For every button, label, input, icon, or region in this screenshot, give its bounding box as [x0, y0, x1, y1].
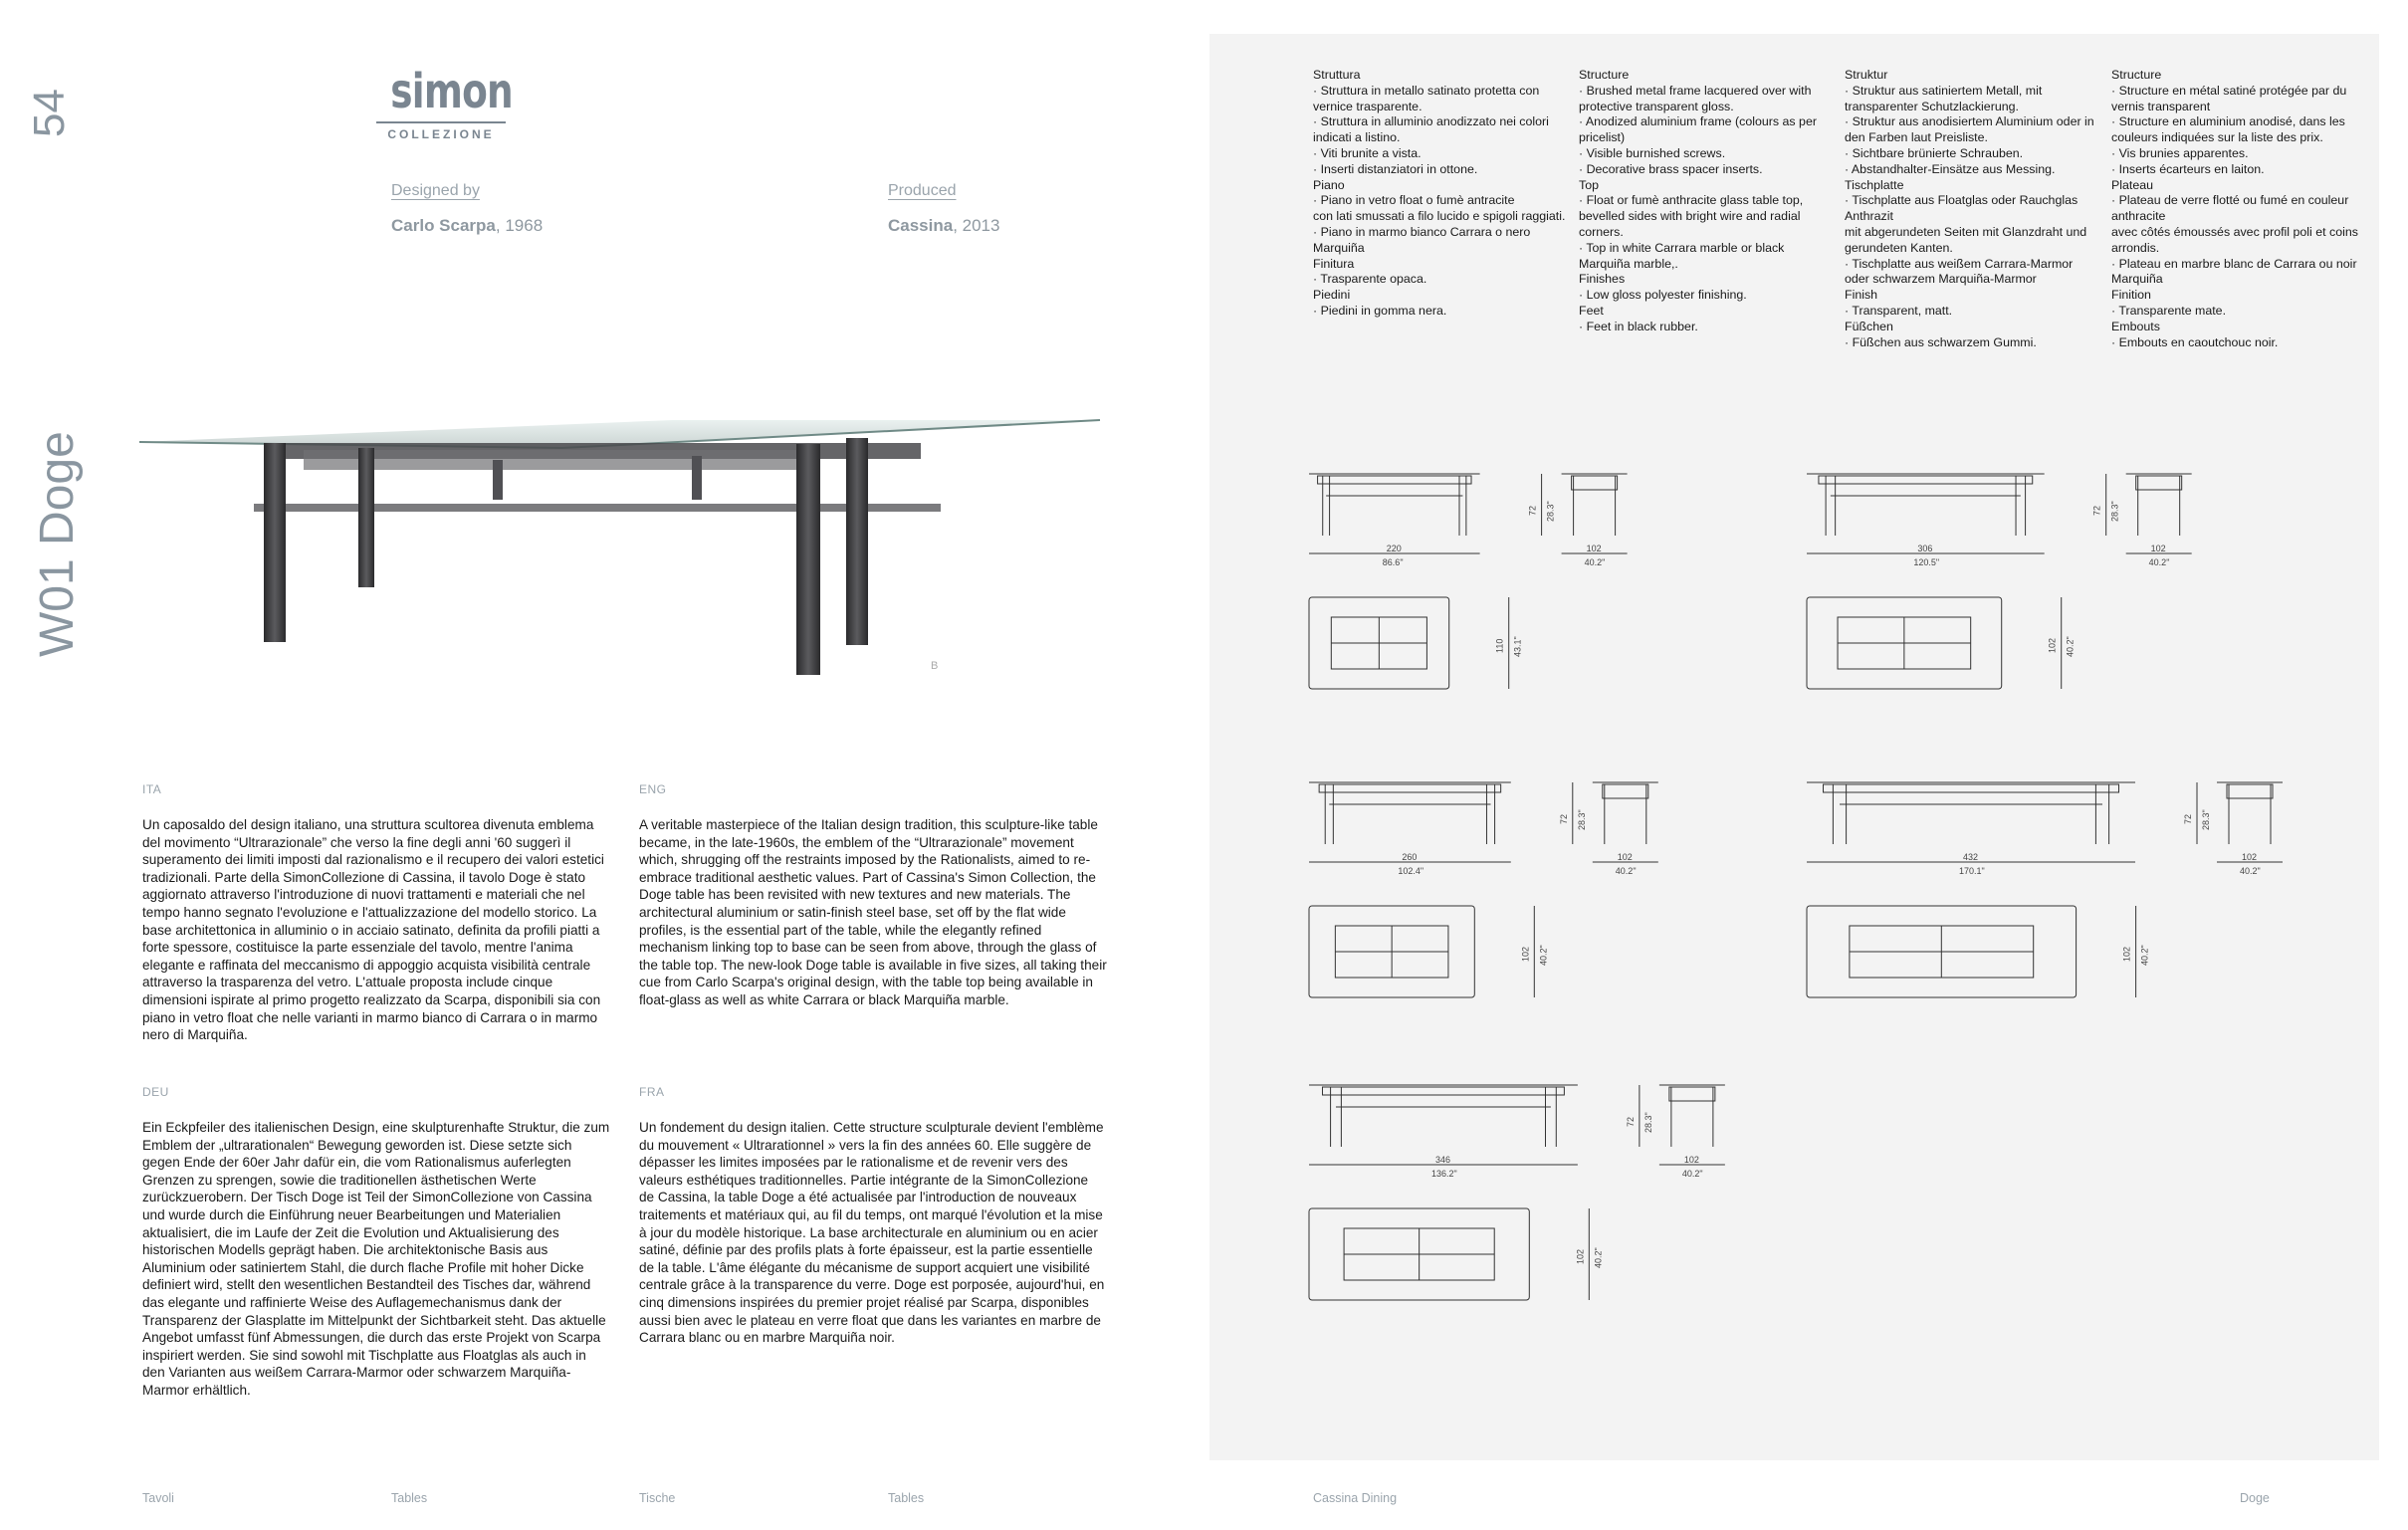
- length-in-label: 120.5": [1913, 557, 1940, 567]
- image-caption-mark: B: [931, 660, 939, 672]
- produced-year: , 2013: [953, 216, 1000, 235]
- plan-depth-cm-label: 102: [1575, 1248, 1586, 1264]
- length-in-label: 102.4": [1398, 866, 1424, 876]
- height-in-label: 28.3": [1576, 809, 1587, 830]
- height-cm-label: 72: [1558, 813, 1569, 824]
- producer-name: Cassina: [888, 216, 954, 235]
- elevation-frame: [1318, 476, 1471, 484]
- fra-label: FRA: [639, 1085, 665, 1099]
- deu-label: DEU: [142, 1085, 169, 1099]
- plan-depth-in-label: 40.2": [2139, 945, 2150, 966]
- side-frame: [1603, 784, 1648, 798]
- produced-label: Produced: [888, 182, 957, 199]
- table-photo: [134, 398, 1110, 727]
- drawing-260: [1309, 780, 1638, 1049]
- depth-cm-label: 102: [1683, 1155, 1699, 1165]
- spec-deu: Struktur · Struktur aus satiniertem Metall, mit transparenter Schutzlackierung. · Struktur aus anodisiertem Aluminium oder in den Farben laut Preisliste. · Sichtbare brünierte Schrauben. · Abstandhalter-Einsätze aus Messing. Tischplatte · Tischplatte aus Floatglas oder Rauchglas Anthrazit mit abgerundeten Seiten mit Glanzdraht und gerundeten Kanten. · Tischplatte aus weißem Carrara-Marmor oder schwarzem Marquiña-Marmor Finish · Transparent, matt. Füßchen · Füßchen aus schwarzem Gummi.: [1845, 68, 2094, 349]
- technical-panel: [1209, 34, 2379, 1460]
- length-in-label: 86.6": [1382, 557, 1404, 567]
- height-in-label: 28.3": [2109, 501, 2120, 522]
- leg-front-left: [264, 443, 286, 642]
- drawing-346: [1309, 1083, 1703, 1352]
- length-in-label: 136.2": [1430, 1169, 1457, 1179]
- length-cm-label: 260: [1402, 852, 1418, 862]
- footer-tables-fr: Tables: [888, 1491, 925, 1505]
- elevation-frame: [1319, 784, 1501, 792]
- drawing-306: [1807, 472, 2205, 741]
- logo-brand: simon: [390, 64, 513, 119]
- leg-back-left: [358, 448, 374, 587]
- plan-depth-cm-label: 102: [1520, 946, 1531, 962]
- designer-name: Carlo Scarpa: [391, 216, 496, 235]
- depth-in-label: 40.2": [2148, 557, 2170, 567]
- height-in-label: 28.3": [1545, 501, 1556, 522]
- plan-depth-in-label: 40.2": [2065, 636, 2076, 657]
- footer-product: Doge: [2240, 1491, 2270, 1505]
- logo-rule: [376, 121, 506, 123]
- plan-depth-in-label: 43.1": [1512, 636, 1523, 657]
- spec-fra: Structure · Structure en métal satiné protégée par du vernis transparent · Structure en aluminium anodisé, dans les couleurs indiquées sur la liste des prix. · Vis brunies apparentes. · Inserts écarteurs en laiton. Plateau · Plateau de verre flotté ou fumé en couleur anthracite avec côtés émoussés avec profil poli et coins arrondis. · Plateau en marbre blanc de Carrara ou noir Marquiña Finition · Transparente mate. Embouts · Embouts en caoutchouc noir.: [2111, 68, 2358, 349]
- plan-depth-cm-label: 110: [1494, 638, 1505, 653]
- elevation-frame: [1819, 476, 2033, 484]
- fra-text: Un fondement du design italien. Cette structure sculpturale devient l'emblème du mouvement « Ultrarationnel » vers la fin des années 60. Elle suggère de dépasser les limites imposées par le rationalisme et de revenir vers des valeurs esthétiques traditionnelles. Partie intégrante de la SimonCollezione de Cassina, la table Doge a été actualisée par l'introduction de nouveaux traitements et matériaux qui, au fil du temps, ont marqué l'évolution et la mise à jour du modèle historique. La base architecturale en aluminium ou en acier satiné, définie par des profils plats à forte épaisseur, est la partie essentielle de la table. L'âme élégante du mécanisme de support acquiert une visibilité centrale grâce à la transparence du verre. Doge est porposée, aujourd'hui, en cinq dimensions inspirées du premier projet réalisé par Scarpa, disponibles aussi bien avec le plateau en verre float que dans les variantes en marbre de Carrara blanc ou en marbre Marquiña noir.: [639, 1120, 1105, 1346]
- elevation-frame: [1824, 784, 2119, 792]
- height-in-label: 28.3": [1642, 1112, 1653, 1133]
- footer-tavoli: Tavoli: [142, 1491, 174, 1505]
- ita-label: ITA: [142, 782, 162, 796]
- drawing-220: [1309, 472, 1628, 741]
- depth-in-label: 40.2": [1584, 557, 1606, 567]
- height-cm-label: 72: [1527, 505, 1538, 516]
- length-cm-label: 220: [1386, 544, 1402, 553]
- simon-collezione-logo: [376, 64, 513, 141]
- plan-depth-in-label: 40.2": [1538, 945, 1549, 966]
- side-frame: [1669, 1087, 1715, 1101]
- side-frame: [2227, 784, 2273, 798]
- drawing-432: [1807, 780, 2334, 1049]
- length-in-label: 170.1": [1959, 866, 1985, 876]
- side-frame: [1572, 476, 1618, 490]
- plan-depth-in-label: 40.2": [1593, 1247, 1604, 1268]
- deu-text: Ein Eckpfeiler des italienischen Design, eine skulpturenhafte Struktur, die zum Emblem der „ultrarationalen“ Bewegung geworden ist. Diese setzte sich gegen Ende der 60er Jahr dafür ein, die vom Rationalismus auferlegten Grenzen zu sprengen, sowie die traditionellen ästhetischen Werte zurückzuerobern. Der Tisch Doge ist Teil der SimonCollezione von Cassina und wurde durch die Einführung neuer Bearbeitungen und Materialien aktualisiert, die im Laufe der Zeit die Evolution und Aktualisierung des historischen Modells geprägt haben. Die architektonische Basis aus Aluminium oder satiniertem Stahl, die durch flache Profile mit hoher Dicke definiert wird, stellt den wesentlichen Bestandteil des Tisches dar, während das elegante und raffinierte Weise des Auflagemechanismus dank der Transparenz der Glasplatte im Mittelpunkt der Sichtbarkeit steht. Das aktuelle Angebot umfasst fünf Abmessungen, die durch das erste Projekt von Scarpa inspiriert werden. Sie sind sowohl mit Tischplatte aus Floatglas als auch in den Varianten aus weißem Carrara-Marmor oder schwarzem Marquiña-Marmor erhältlich.: [142, 1120, 610, 1398]
- elevation-frame: [1322, 1087, 1564, 1095]
- side-frame: [2136, 476, 2182, 490]
- length-cm-label: 346: [1434, 1155, 1450, 1165]
- footer-section: Cassina Dining: [1313, 1491, 1398, 1505]
- height-cm-label: 72: [2091, 505, 2102, 516]
- depth-cm-label: 102: [1617, 852, 1633, 862]
- page-number: 54: [25, 89, 74, 137]
- depth-in-label: 40.2": [1681, 1169, 1703, 1179]
- eng-text: A veritable masterpiece of the Italian design tradition, this sculpture-like table became, in the late-1960s, the emblem of the “Ultrarazionale” movement which, shrugging off the restraints imposed by the Rationalists, aimed to re-embrace traditional aesthetic values. Part of Cassina's Simon Collection, the Doge table has been revisited with new textures and new materials. The architectural aluminium or satin-finish steel base, set off by the flat wide profiles, is the essential part of the table, while the elegantly refined mechanism linking top to base can be seen from above, through the glass of the table top. The new-look Doge table is available in five sizes, all taking their cue from Carlo Scarpa's original design, with the table top being available in float-glass as well as white Carrara or black Marquiña marble.: [639, 817, 1107, 1007]
- length-cm-label: 432: [1963, 852, 1979, 862]
- depth-in-label: 40.2": [1615, 866, 1637, 876]
- producer: [888, 216, 999, 236]
- height-cm-label: 72: [1625, 1116, 1636, 1127]
- spec-ita: Struttura · Struttura in metallo satinato protetta con vernice trasparente. · Struttura in alluminio anodizzato nei colori indicati a listino. · Viti brunite a vista. · Inserti distanziatori in ottone. Piano · Piano in vetro float o fumè antracite con lati smussati a filo lucido e spigoli raggiati. · Piano in marmo bianco Carrara o nero Marquiña Finitura · Trasparente opaca. Piedini · Piedini in gomma nera.: [1313, 68, 1566, 318]
- product-title: W01 Doge: [31, 431, 84, 657]
- footer-tables: Tables: [391, 1491, 428, 1505]
- logo-sub: COLLEZIONE: [387, 127, 495, 141]
- eng-label: ENG: [639, 782, 667, 796]
- designer: [391, 216, 543, 236]
- depth-cm-label: 102: [1586, 544, 1602, 553]
- footer-tische: Tische: [639, 1491, 676, 1505]
- design-year: , 1968: [495, 216, 544, 235]
- plan-depth-cm-label: 102: [2121, 946, 2132, 962]
- height-cm-label: 72: [2183, 813, 2193, 824]
- height-in-label: 28.3": [2201, 809, 2211, 830]
- leg-front-right: [796, 444, 820, 675]
- plan-depth-cm-label: 102: [2047, 637, 2058, 653]
- depth-in-label: 40.2": [2240, 866, 2261, 876]
- depth-cm-label: 102: [2150, 544, 2166, 553]
- depth-cm-label: 102: [2242, 852, 2258, 862]
- leg-back-right: [846, 438, 868, 645]
- length-cm-label: 306: [1917, 544, 1933, 553]
- designed-by-label: Designed by: [391, 182, 480, 199]
- spec-eng: Structure · Brushed metal frame lacquered over with protective transparent gloss. · Anodized aluminium frame (colours as per pricelist) · Visible burnished screws. · Decorative brass spacer inserts. Top · Float or fumè anthracite glass table top, bevelled sides with bright wire and radial corners. · Top in white Carrara marble or black Marquiña marble,. Finishes · Low gloss polyester finishing. Feet · Feet in black rubber.: [1579, 68, 1817, 333]
- ita-text: Un caposaldo del design italiano, una struttura scultorea divenuta emblema del movimento “Ultrarazionale” che verso la fine degli anni '60 suggerì il superamento dei limiti imposti dal razionalismo e il recupero dei valori estetici tradizionali. Parte della SimonCollezione di Cassina, il tavolo Doge è stato aggiornato attraverso l'introduzione di nuovi trattamenti e materiali che nel tempo hanno segnato l'evoluzione e l'attualizzazione del modello storico. La base architettonica in alluminio o in acciaio satinato, definita da profili piatti a forte spessore, costituisce la parte essenziale del tavolo, mentre l'anima elegante e raffinata del meccanismo di appoggio acquista visibilità centrale attraverso la trasparenza del vetro. L'attuale proposta include cinque dimensioni ispirate al primo progetto realizzato da Scarpa, disponibili sia con piano in vetro float che nelle varianti in marmo bianco di Carrara o in marmo nero di Marquiña.: [142, 817, 604, 1043]
